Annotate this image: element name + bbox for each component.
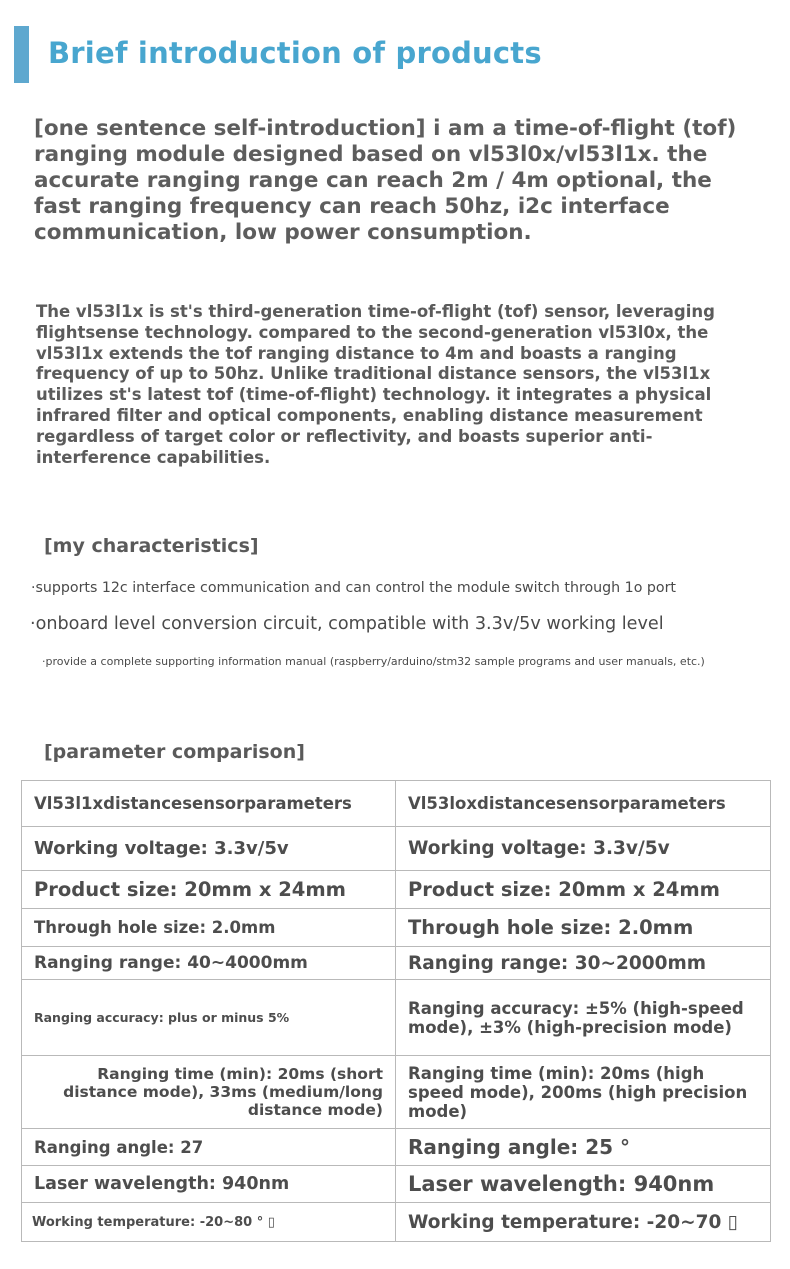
table-cell: Ranging angle: 27: [22, 1129, 396, 1166]
characteristics-heading: [my characteristics]: [44, 535, 259, 557]
table-cell: Ranging time (min): 20ms (short distance mode), 33ms (medium/long distance mode): [22, 1056, 396, 1129]
table-row: [22, 1129, 771, 1166]
table-cell: Working voltage: 3.3v/5v: [22, 827, 396, 871]
table-header-cell: Vl53loxdistancesensorparameters: [396, 781, 771, 827]
table-row: [22, 1166, 771, 1203]
parameter-comparison-table: [21, 780, 771, 1242]
table-cell: Ranging accuracy: plus or minus 5%: [22, 980, 396, 1056]
table-cell: Product size: 20mm x 24mm: [22, 871, 396, 909]
characteristic-item: ·onboard level conversion circuit, compatible with 3.3v/5v working level: [30, 614, 664, 634]
header-accent-bar: [14, 26, 29, 83]
table-row: [22, 1056, 771, 1129]
table-row: [22, 1203, 771, 1242]
table-cell: Working temperature: -20~80 ° ▯: [22, 1203, 396, 1242]
table-row: [22, 980, 771, 1056]
table-cell: Laser wavelength: 940nm: [22, 1166, 396, 1203]
table-cell: Through hole size: 2.0mm: [396, 909, 771, 947]
table-cell: Ranging range: 40~4000mm: [22, 947, 396, 980]
table-cell: Ranging angle: 25 °: [396, 1129, 771, 1166]
table-row: [22, 909, 771, 947]
table-cell: Working voltage: 3.3v/5v: [396, 827, 771, 871]
table-cell: Through hole size: 2.0mm: [22, 909, 396, 947]
intro-paragraph: [one sentence self-introduction] i am a time-of-flight (tof) ranging module designed based on vl53l0x/vl53l1x. the accurate ranging range can reach 2m / 4m optional, the fast ranging frequency can reach 50hz, i2c interface communication, low power consumption.: [34, 116, 737, 245]
comparison-heading: [parameter comparison]: [44, 741, 305, 763]
description-paragraph: The vl53l1x is st's third-generation time-of-flight (tof) sensor, leveraging flightsense technology. compared to the second-generation vl53l0x, the vl53l1x extends the tof ranging distance to 4m and boasts a ranging frequency of up to 50hz. Unlike traditional distance sensors, the vl53l1x utilizes st's latest tof (time-of-flight) technology. it integrates a physical infrared filter and optical components, enabling distance measurement regardless of target color or reflectivity, and boasts superior anti-interference capabilities.: [36, 302, 715, 467]
characteristic-item: ·provide a complete supporting information manual (raspberry/arduino/stm32 sample programs and user manuals, etc.): [42, 655, 705, 668]
table-row: [22, 947, 771, 980]
table-cell: Ranging accuracy: ±5% (high-speed mode), ±3% (high-precision mode): [396, 980, 771, 1056]
table-row: [22, 827, 771, 871]
table-header-cell: Vl53l1xdistancesensorparameters: [22, 781, 396, 827]
table-header-row: [22, 781, 771, 827]
page-title: Brief introduction of products: [48, 36, 542, 70]
table-cell: Working temperature: -20~70 ▯: [396, 1203, 771, 1242]
table-cell: Laser wavelength: 940nm: [396, 1166, 771, 1203]
table-cell: Ranging time (min): 20ms (high speed mode), 200ms (high precision mode): [396, 1056, 771, 1129]
table-row: [22, 871, 771, 909]
table-cell: Product size: 20mm x 24mm: [396, 871, 771, 909]
table-cell: Ranging range: 30~2000mm: [396, 947, 771, 980]
characteristic-item: ·supports 12c interface communication and can control the module switch through 1o port: [31, 580, 676, 596]
